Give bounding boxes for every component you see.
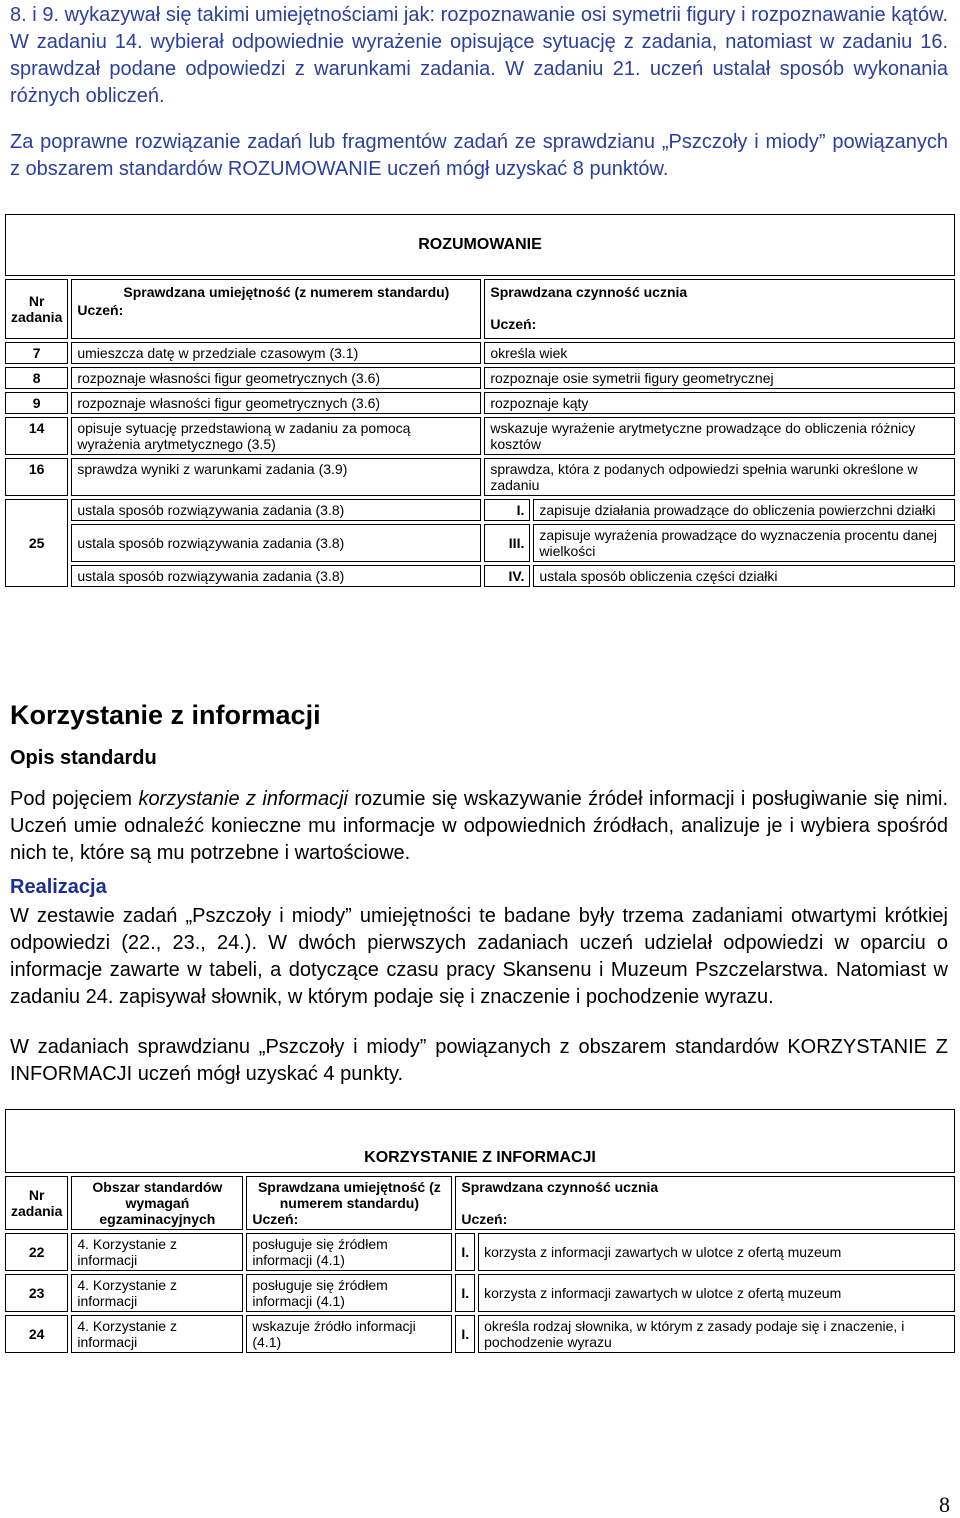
section-subheading: Opis standardu — [10, 747, 157, 769]
header-activity — [484, 279, 955, 339]
header-nr: Nr zadania — [5, 279, 68, 339]
row-skill: ustala sposób rozwiązywania zadania (3.8) — [71, 499, 481, 521]
table-row — [5, 458, 955, 496]
row-skill: rozpoznaje własności figur geometrycznych (3.6) — [71, 367, 481, 389]
table-row — [5, 367, 955, 389]
row-roman: I. — [455, 1274, 475, 1312]
row-skill: ustala sposób rozwiązywania zadania (3.8) — [71, 565, 481, 587]
row-area: 4. Korzystanie z informacji — [71, 1315, 243, 1353]
row-activity: rozpoznaje kąty — [484, 392, 955, 414]
header-area: Obszar standardów wymagań egzaminacyjnych — [71, 1176, 243, 1230]
section-heading: Korzystanie z informacji — [10, 700, 321, 730]
row-skill: wskazuje źródło informacji (4.1) — [246, 1315, 452, 1353]
row-activity: zapisuje wyrażenia prowadzące do wyznaczenia procentu danej wielkości — [533, 524, 955, 562]
table-row — [5, 1274, 955, 1312]
table-row — [5, 1315, 955, 1353]
header-skill — [246, 1176, 452, 1230]
table-row — [5, 392, 955, 414]
row-nr: 7 — [5, 342, 68, 364]
row-roman: I. — [484, 499, 530, 521]
header-skill-title: Sprawdzana umiejętność (z numerem standardu) — [257, 1179, 441, 1211]
row-area: 4. Korzystanie z informacji — [71, 1274, 243, 1312]
header-activity-title: Sprawdzana czynność ucznia — [461, 1179, 659, 1195]
header-nr: Nr zadania — [5, 1176, 68, 1230]
row-nr: 23 — [5, 1274, 68, 1312]
intro-paragraph-2: Za poprawne rozwiązanie zadań lub fragmentów zadań ze sprawdzianu „Pszczoły i miody” powiązanych z obszarem standardów ROZUMOWANIE uczeń mógł uzyskać 8 punktów. — [10, 131, 948, 180]
table-row — [5, 342, 955, 364]
table-title: KORZYSTANIE Z INFORMACJI — [5, 1109, 955, 1173]
row-activity: ustala sposób obliczenia części działki — [533, 565, 955, 587]
table-title: ROZUMOWANIE — [5, 214, 955, 276]
header-skill — [71, 279, 481, 339]
table-row — [5, 417, 955, 455]
row-nr: 9 — [5, 392, 68, 414]
row-nr: 14 — [5, 417, 68, 455]
row-activity: określa rodzaj słownika, w którym z zasady podaje się i znaczenie, i pochodzenie wyrazu — [478, 1315, 955, 1353]
row-nr: 24 — [5, 1315, 68, 1353]
row-skill: posługuje się źródłem informacji (4.1) — [246, 1233, 452, 1271]
row-activity: zapisuje działania prowadzące do obliczenia powierzchni działki — [533, 499, 955, 521]
header-skill-sub: Uczeń: — [77, 302, 124, 318]
realization-heading: Realizacja — [10, 876, 107, 898]
header-activity — [455, 1176, 955, 1230]
row-roman: I. — [455, 1233, 475, 1271]
row-activity: określa wiek — [484, 342, 955, 364]
row-area: 4. Korzystanie z informacji — [71, 1233, 243, 1271]
row-nr: 8 — [5, 367, 68, 389]
row-activity: sprawdza, która z podanych odpowiedzi spełnia warunki określone w zadaniu — [484, 458, 955, 496]
summary-text: W zadaniach sprawdzianu „Pszczoły i miody” powiązanych z obszarem standardów KORZYSTANIE Z INFORMACJI uczeń mógł uzyskać 4 punkty. — [10, 1036, 948, 1085]
row-skill: umieszcza datę w przedziale czasowym (3.1) — [71, 342, 481, 364]
korzystanie-table — [2, 1106, 958, 1356]
header-skill-sub: Uczeń: — [252, 1211, 299, 1227]
row-activity: korzysta z informacji zawartych w ulotce z ofertą muzeum — [478, 1233, 955, 1271]
header-activity-sub: Uczeń: — [490, 316, 537, 332]
desc-italic-term: korzystanie z informacji — [138, 788, 348, 810]
row-skill: sprawdza wyniki z warunkami zadania (3.9) — [71, 458, 481, 496]
table-row — [5, 565, 955, 587]
table-row — [5, 499, 955, 521]
intro-paragraph-1: 8. i 9. wykazywał się takimi umiejętnościami jak: rozpoznawanie osi symetrii figury i rozpoznawanie kątów. W zadaniu 14. wybierał odpowiednie wyrażenie opisujące sytuację z zadania, natomiast w zadaniu 16. sprawdzał podane odpowiedzi z warunkami zadania. W zadaniu 21. uczeń ustalał sposób wykonania różnych obliczeń. — [10, 4, 948, 107]
row-skill: posługuje się źródłem informacji (4.1) — [246, 1274, 452, 1312]
row-roman: I. — [455, 1315, 475, 1353]
row-activity: rozpoznaje osie symetrii figury geometrycznej — [484, 367, 955, 389]
row-roman: IV. — [484, 565, 530, 587]
desc-pre: Pod pojęciem — [10, 788, 139, 810]
table-row — [5, 1233, 955, 1271]
standard-description — [10, 786, 948, 867]
header-activity-title: Sprawdzana czynność ucznia — [490, 284, 688, 300]
row-skill: rozpoznaje własności figur geometrycznych (3.6) — [71, 392, 481, 414]
desc-post: rozumie się wskazywanie źródeł informacji i posługiwanie się nimi. Uczeń umie odnaleźć konieczne mu informacje w odpowiednich źródłach, analizuje je i wybiera spośród nich te, które są mu potrzebne i wartościowe. — [10, 788, 949, 864]
table-row — [5, 524, 955, 562]
header-skill-title: Sprawdzana umiejętność (z numerem standardu) — [123, 284, 450, 300]
row-skill: ustala sposób rozwiązywania zadania (3.8) — [71, 524, 481, 562]
page-number: 8 — [939, 1492, 950, 1517]
row-nr: 25 — [5, 499, 68, 587]
rozumowanie-table — [2, 211, 958, 590]
row-activity: wskazuje wyrażenie arytmetyczne prowadzące do obliczenia różnicy kosztów — [484, 417, 955, 455]
row-activity: korzysta z informacji zawartych w ulotce z ofertą muzeum — [478, 1274, 955, 1312]
realization-text: W zestawie zadań „Pszczoły i miody” umiejętności te badane były trzema zadaniami otwartymi krótkiej odpowiedzi (22., 23., 24.). W dwóch pierwszych zadaniach uczeń udzielał odpowiedzi w oparciu o informacje zawarte w tabeli, a dotyczące czasu pracy Skansenu i Muzeum Pszczelarstwa. Natomiast w zadaniu 24. zapisywał słownik, w którym podaje się i znaczenie i pochodzenie wyrazu. — [10, 905, 948, 1008]
row-roman: III. — [484, 524, 530, 562]
row-nr: 22 — [5, 1233, 68, 1271]
row-skill: opisuje sytuację przedstawioną w zadaniu za pomocą wyrażenia arytmetycznego (3.5) — [71, 417, 481, 455]
row-nr: 16 — [5, 458, 68, 496]
header-activity-sub: Uczeń: — [461, 1211, 508, 1227]
